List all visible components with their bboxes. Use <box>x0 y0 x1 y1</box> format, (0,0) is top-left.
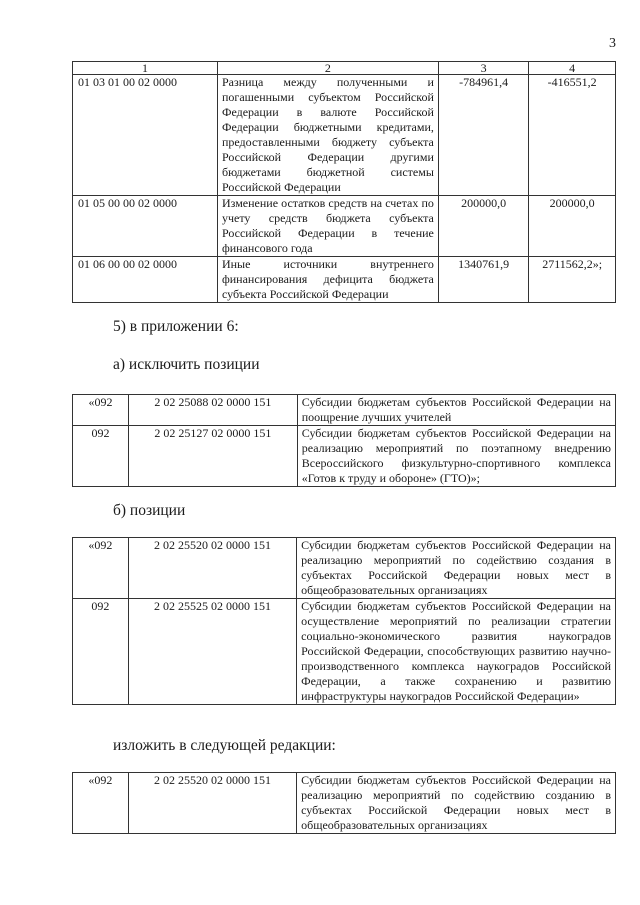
subitem-a-heading: а) исключить позиции <box>113 356 260 373</box>
column-header: 1 <box>73 62 218 75</box>
revenue-code: 2 02 25088 02 0000 151 <box>128 395 297 426</box>
revenue-code: 2 02 25520 02 0000 151 <box>128 538 296 599</box>
table-row <box>73 257 616 303</box>
value-year1: -784961,4 <box>438 75 528 196</box>
row-description: Субсидии бюджетам субъектов Российской Федерации на поощрение лучших учителей <box>297 395 615 426</box>
admin-code: 092 <box>73 599 129 705</box>
value-year1: 1340761,9 <box>438 257 528 303</box>
row-description: Субсидии бюджетам субъектов Российской Федерации на реализацию мероприятий по содействию создания в субъектах Российской Федерации новых мест в общеобразовательных организациях <box>297 538 616 599</box>
subitem-b-heading: б) позиции <box>113 502 186 519</box>
table-row <box>73 196 616 257</box>
row-description: Разница между полученными и погашенными субъектом Российской Федерации в валюте Российской Федерации бюджетными кредитами, предоставленными бюджету субъекта Российской Федерации другими бюджетами бюджетной системы Российской Федерации <box>217 75 438 196</box>
table-row <box>73 538 616 599</box>
table-row <box>73 773 616 834</box>
table-row <box>73 75 616 196</box>
value-year2: 2711562,2»; <box>529 257 616 303</box>
revenue-code: 2 02 25127 02 0000 151 <box>128 426 297 487</box>
row-description: Субсидии бюджетам субъектов Российской Федерации на осуществление мероприятий по реализации стратегии социально-экономического развития наукоградов Российской Федерации, способствующих развитию научно-производственного комплекса наукоградов Российской Федерации, а также сохранению и развитию инфраструктуры наукоградов Российской Федерации» <box>297 599 616 705</box>
column-header: 3 <box>438 62 528 75</box>
budget-code: 01 06 00 00 02 0000 <box>73 257 218 303</box>
excluded-positions-table <box>72 394 616 487</box>
budget-code: 01 03 01 00 02 0000 <box>73 75 218 196</box>
new-edition-table <box>72 772 616 834</box>
new-edition-heading: изложить в следующей редакции: <box>113 737 336 754</box>
sources-financing-table <box>72 61 616 303</box>
admin-code: 092 <box>73 426 129 487</box>
table-header-row <box>73 62 616 75</box>
admin-code: «092 <box>73 538 129 599</box>
revenue-code: 2 02 25525 02 0000 151 <box>128 599 296 705</box>
table-row <box>73 395 616 426</box>
row-description: Субсидии бюджетам субъектов Российской Федерации на реализацию мероприятий по содействию созданию в субъектах Российской Федерации новых мест в общеобразовательных организациях <box>297 773 616 834</box>
row-description: Изменение остатков средств на счетах по учету средств бюджета субъекта Российской Федерации в течение финансового года <box>217 196 438 257</box>
table-row <box>73 426 616 487</box>
value-year2: 200000,0 <box>529 196 616 257</box>
budget-code: 01 05 00 00 02 0000 <box>73 196 218 257</box>
column-header: 2 <box>217 62 438 75</box>
revenue-code: 2 02 25520 02 0000 151 <box>128 773 296 834</box>
table-row <box>73 599 616 705</box>
row-description: Иные источники внутреннего финансирования дефицита бюджета субъекта Российской Федерации <box>217 257 438 303</box>
page-number: 3 <box>609 36 616 51</box>
value-year1: 200000,0 <box>438 196 528 257</box>
admin-code: «092 <box>73 395 129 426</box>
positions-to-replace-table <box>72 537 616 705</box>
column-header: 4 <box>529 62 616 75</box>
item-5-heading: 5) в приложении 6: <box>113 318 239 335</box>
admin-code: «092 <box>73 773 129 834</box>
value-year2: -416551,2 <box>529 75 616 196</box>
row-description: Субсидии бюджетам субъектов Российской Федерации на реализацию мероприятий по поэтапному внедрению Всероссийского физкультурно-спортивного комплекса «Готов к труду и обороне» (ГТО)»; <box>297 426 615 487</box>
